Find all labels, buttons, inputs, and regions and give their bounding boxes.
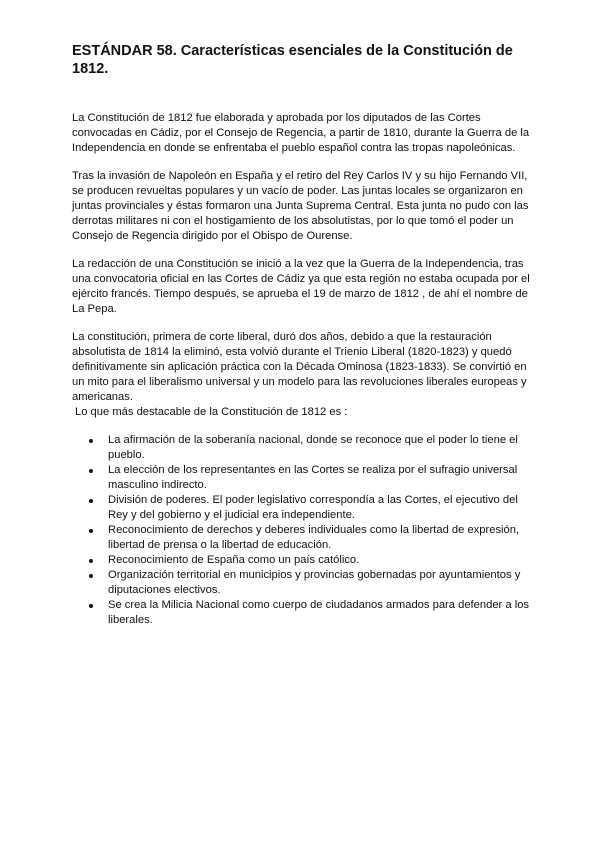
list-item-line: pueblo.	[108, 449, 145, 461]
list-item-line: diputaciones electivos.	[108, 584, 221, 596]
paragraph-line: convocadas en Cádiz, por el Consejo de Regencia, a partir de 1810, durante la Guerra de la	[72, 127, 530, 139]
list-item	[72, 598, 542, 628]
paragraph-line: derrotas militares ni con el hostigamiento de los absolutistas, por lo que tomó el poder un	[72, 215, 514, 227]
list-item	[72, 568, 542, 598]
list-item-line: liberales.	[108, 614, 153, 626]
list-item-line: Rey y del gobierno y el judicial era independiente.	[108, 509, 355, 521]
list-item-line: La afirmación de la soberanía nacional, donde se reconoce que el poder lo tiene el	[108, 434, 518, 446]
document-title	[72, 42, 542, 78]
paragraph-line: La constitución, primera de corte liberal, duró dos años, debido a que la restauración	[72, 331, 492, 343]
bullet-icon	[89, 529, 93, 533]
paragraph-line: un mito para el liberalismo universal y un modelo para las revoluciones liberales europeas y	[72, 376, 527, 388]
paragraph	[72, 111, 542, 156]
list-item-line: Reconocimiento de derechos y deberes individuales como la libertad de expresión,	[108, 524, 520, 536]
bullet-icon	[89, 439, 93, 443]
bullet-icon	[89, 574, 93, 578]
paragraph-line: La Constitución de 1812 fue elaborada y aprobada por los diputados de las Cortes	[72, 112, 481, 124]
paragraph-line: se producen revueltas populares y un vacío de poder. Las juntas locales se organizaron en	[72, 185, 523, 197]
list-item	[72, 493, 542, 523]
paragraph-line: Lo que más destacable de la Constitución de 1812 es :	[75, 406, 348, 418]
list-item-line: División de poderes. El poder legislativo correspondía a las Cortes, el ejecutivo del	[108, 494, 518, 506]
paragraph-line: La Pepa.	[72, 303, 117, 315]
paragraph-line: Consejo de Regencia dirigido por el Obispo de Ourense.	[72, 230, 353, 242]
bullet-icon	[89, 559, 93, 563]
paragraph-line: Independencia en donde se enfrentaba el pueblo español contra las tropas napoleónicas.	[72, 142, 516, 154]
list-item	[72, 553, 542, 568]
list-item	[72, 433, 542, 463]
list-item-line: Reconocimiento de España como un país católico.	[108, 554, 360, 566]
characteristics-list	[72, 433, 542, 628]
title-line: 1812.	[72, 61, 109, 77]
paragraph	[72, 257, 542, 317]
bullet-icon	[89, 469, 93, 473]
list-item-line: libertad de prensa o la libertad de educación.	[108, 539, 332, 551]
paragraph-line: absolutista de 1814 la eliminó, esta volvió durante el Trienio Liberal (1820-1823) y quedó	[72, 346, 512, 358]
paragraph-line: definitivamente sin aplicación práctica con la Década Ominosa (1823-1833). Se convirtió en	[72, 361, 527, 373]
list-item	[72, 523, 542, 553]
bullet-icon	[89, 604, 93, 608]
list-item-line: Organización territorial en municipios y provincias gobernadas por ayuntamientos y	[108, 569, 521, 581]
paragraph-line: ejército francés. Tiempo después, se aprueba el 19 de marzo de 1812 , de ahí el nombre de	[72, 288, 528, 300]
paragraph-line: una convocatoria oficial en las Cortes de Cádiz ya que esta región no estaba ocupada por el	[72, 273, 530, 285]
list-item	[72, 463, 542, 493]
paragraph-line: juntas provinciales y éstas formaron una Junta Suprema Central. Esta junta no pudo con las	[72, 200, 529, 212]
paragraph	[72, 169, 542, 244]
paragraph-line: La redacción de una Constitución se inició a la vez que la Guerra de la Independencia, tras	[72, 258, 524, 270]
list-item-line: Se crea la Milicia Nacional como cuerpo de ciudadanos armados para defender a los	[108, 599, 530, 611]
title-line: ESTÁNDAR 58. Características esenciales de la Constitución de	[72, 43, 513, 59]
paragraph-line: Tras la invasión de Napoleón en España y el retiro del Rey Carlos IV y su hijo Fernando VII,	[72, 170, 528, 182]
paragraph-line: americanas.	[72, 391, 133, 403]
list-item-line: masculino indirecto.	[108, 479, 207, 491]
bullet-icon	[89, 499, 93, 503]
list-item-line: La elección de los representantes en las Cortes se realiza por el sufragio universal	[108, 464, 518, 476]
paragraph	[72, 330, 542, 420]
